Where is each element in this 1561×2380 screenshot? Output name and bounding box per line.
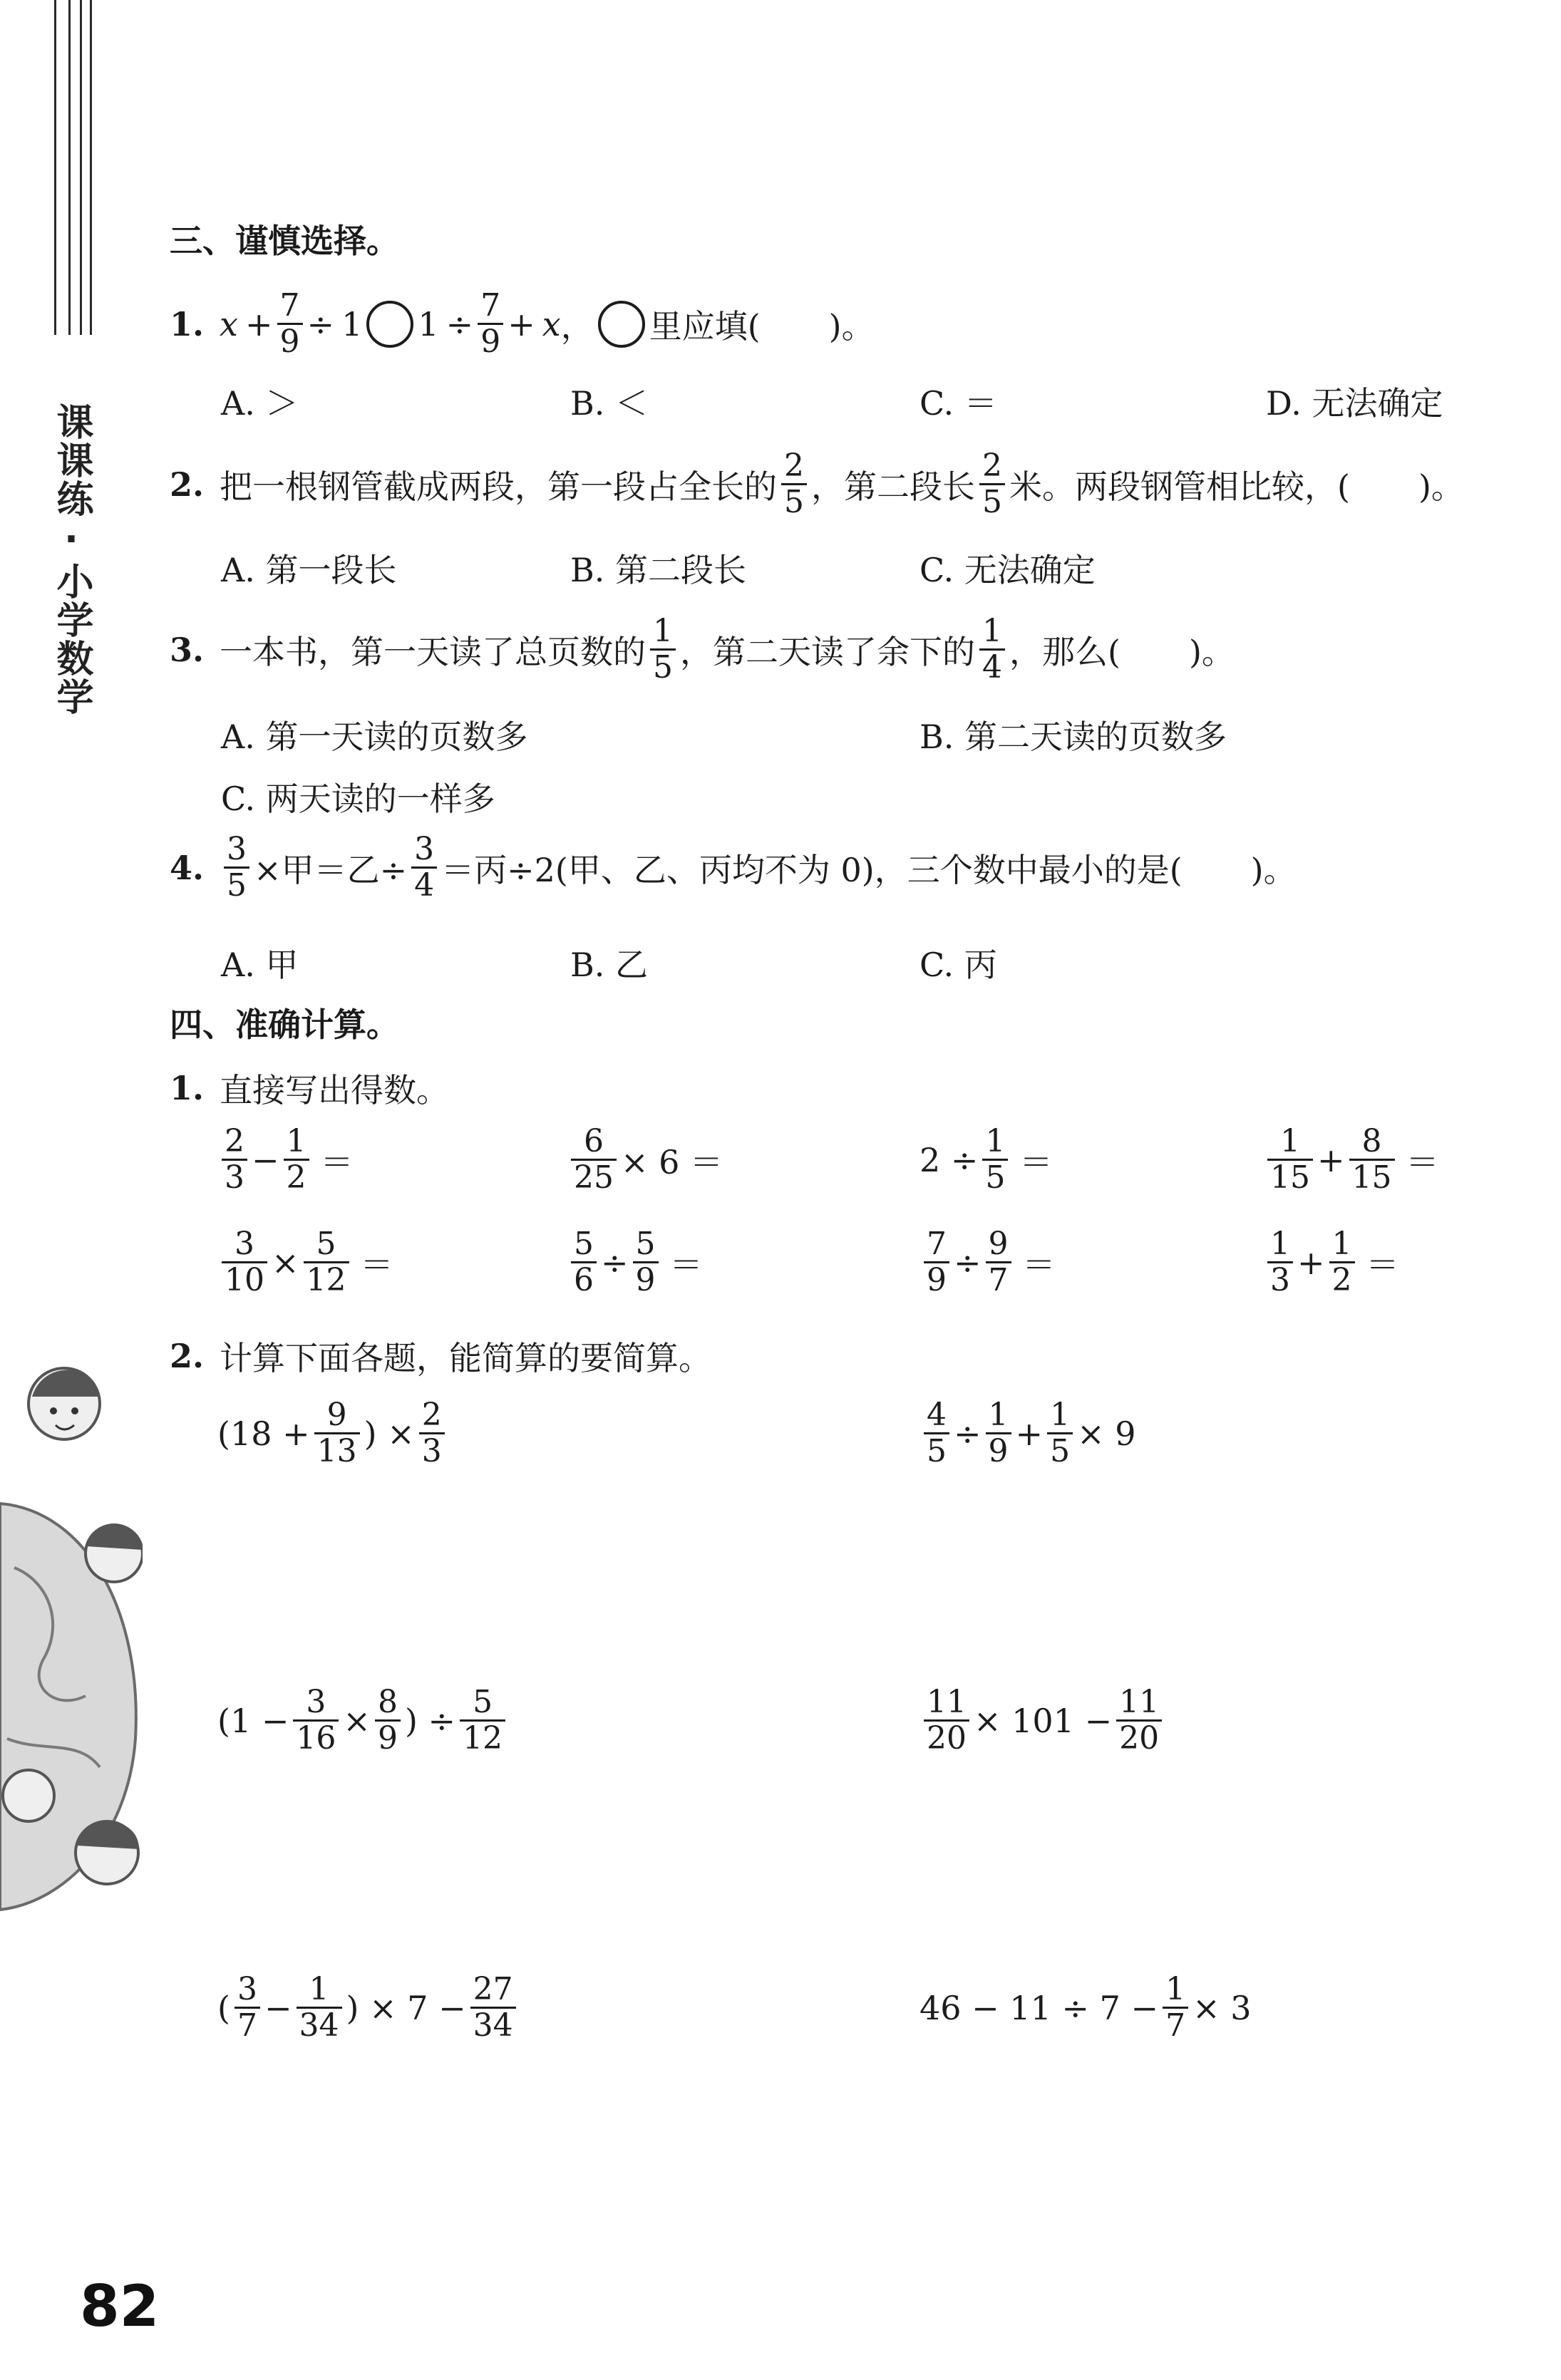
fraction: $\frac{11}{20}$	[924, 1685, 969, 1756]
fraction: $\frac{1}{5}$	[1047, 1398, 1073, 1469]
q2-option-a[interactable]: A. 第一段长	[221, 551, 397, 589]
expr-tail: × 6 ＝	[621, 1142, 723, 1181]
compute-item-3	[217, 1685, 510, 1756]
section4-heading: 四、准确计算。	[170, 1005, 399, 1044]
q4-text1: ×甲＝乙÷	[254, 850, 408, 889]
section3-heading: 三、谨慎选择。	[170, 222, 399, 260]
fraction: $\frac{3}{10}$	[222, 1227, 267, 1298]
equals: ＝	[1022, 1245, 1056, 1284]
operator: +	[1297, 1243, 1325, 1282]
q1-number: 1.	[170, 304, 205, 343]
plus-sign: +	[508, 304, 535, 343]
sidebar-title: 课课练·小学数学	[50, 403, 93, 716]
close-paren: )。	[1250, 850, 1297, 889]
calc-item-6	[567, 1227, 703, 1298]
part1-title	[170, 1065, 449, 1112]
fraction: $\frac{11}{20}$	[1116, 1685, 1162, 1756]
q4-text2: ＝丙÷2(甲、乙、丙均不为 0)，三个数中最小的是(	[441, 850, 1183, 889]
fraction: $\frac{1}{9}$	[986, 1398, 1011, 1469]
kids-globe-illustration	[0, 1340, 143, 1924]
fraction: $\frac{5}{12}$	[304, 1227, 349, 1298]
close-paren: )。	[1418, 467, 1464, 506]
q3-text2: ，第二天读了余下的	[680, 632, 976, 671]
q1-tail: 里应填(	[649, 306, 761, 346]
fraction: $\frac{7}{9}$	[924, 1227, 949, 1298]
expr-head: (	[217, 1988, 230, 2027]
q3-option-a[interactable]: A. 第一天读的页数多	[221, 718, 528, 756]
calc-item-1	[217, 1124, 354, 1196]
fraction: $\frac{1}{5}$	[650, 614, 676, 685]
calc-item-5	[217, 1227, 393, 1298]
q3-stem	[170, 614, 1235, 685]
fraction: $\frac{2}{5}$	[979, 449, 1005, 520]
q2-number: 2.	[170, 465, 205, 504]
compute-item-1	[217, 1398, 449, 1469]
part2-number: 2.	[170, 1337, 205, 1375]
operator: ÷	[954, 1243, 982, 1282]
fraction: $\frac{3}{16}$	[293, 1685, 339, 1756]
calc-item-7	[919, 1227, 1056, 1298]
operator: ÷	[601, 1243, 629, 1282]
calc-item-8	[1263, 1227, 1399, 1298]
equals: ＝	[669, 1245, 703, 1284]
fraction: $\frac{2}{3}$	[419, 1398, 445, 1469]
equals: ＝	[320, 1142, 354, 1181]
margin-rule-4	[90, 0, 92, 335]
page-number: 82	[80, 2273, 160, 2339]
calc-item-2	[567, 1124, 723, 1196]
expr-head: 46 − 11 ÷ 7 −	[919, 1988, 1159, 2027]
fraction: $\frac{3}{4}$	[411, 832, 437, 904]
operator: ÷	[954, 1414, 982, 1453]
fraction: $\frac{5}{6}$	[571, 1227, 597, 1298]
expr-mid: ) × 7 −	[346, 1988, 466, 2027]
expr-head: (1 −	[217, 1701, 289, 1740]
q4-number: 4.	[170, 848, 205, 887]
q1-option-b[interactable]: B. ＜	[570, 384, 649, 423]
q4-option-b[interactable]: B. 乙	[570, 946, 649, 984]
fraction: $\frac{27}{34}$	[470, 1972, 516, 2044]
compute-item-4	[919, 1685, 1166, 1756]
comma: ，	[560, 306, 594, 346]
part2-title	[170, 1333, 711, 1380]
fraction: $\frac{4}{5}$	[924, 1398, 949, 1469]
fraction: $\frac{5}{9}$	[633, 1227, 659, 1298]
fraction: $\frac{1}{5}$	[982, 1124, 1008, 1196]
expr-tail: × 3	[1192, 1988, 1252, 2027]
part1-text: 直接写出得数。	[220, 1071, 450, 1109]
fraction: $\frac{1}{34}$	[297, 1972, 342, 2044]
q1-option-a[interactable]: A. ＞	[221, 384, 299, 423]
margin-rule-3	[80, 0, 82, 335]
fraction: $\frac{1}{4}$	[979, 614, 1005, 685]
fraction: $\frac{9}{7}$	[986, 1227, 1011, 1298]
answer-circle[interactable]	[366, 301, 413, 348]
circle-symbol	[598, 301, 645, 348]
fraction: $\frac{6}{25}$	[571, 1124, 617, 1196]
q3-option-b[interactable]: B. 第二天读的页数多	[919, 718, 1227, 756]
fraction: $\frac{5}{12}$	[460, 1685, 505, 1756]
fraction: $\frac{7}{9}$	[277, 289, 303, 360]
operator: ×	[343, 1701, 371, 1740]
compute-item-6	[919, 1972, 1252, 2044]
q1-stem	[170, 289, 875, 360]
fraction: $\frac{1}{2}$	[1329, 1227, 1355, 1298]
expr-head: (18 +	[217, 1414, 310, 1453]
divide-sign: ÷	[445, 304, 474, 343]
part1-number: 1.	[170, 1069, 205, 1107]
part2-text: 计算下面各题，能简算的要简算。	[220, 1339, 712, 1377]
q4-option-c[interactable]: C. 丙	[919, 946, 997, 984]
q2-stem	[170, 449, 1464, 520]
equals: ＝	[1019, 1142, 1053, 1181]
expr-head: 2 ÷	[919, 1140, 979, 1179]
fraction: $\frac{8}{9}$	[375, 1685, 401, 1756]
fraction: $\frac{9}{13}$	[314, 1398, 360, 1469]
margin-rule-2	[68, 0, 71, 335]
fraction: $\frac{7}{9}$	[478, 289, 503, 360]
expr-mid: × 101 −	[974, 1701, 1113, 1740]
q3-text1: 一本书，第一天读了总页数的	[220, 632, 646, 671]
close-paren: )。	[828, 306, 875, 346]
q3-text3: ，那么(	[1009, 632, 1120, 671]
q3-option-c[interactable]: C. 两天读的一样多	[221, 780, 495, 818]
q4-stem	[170, 832, 1297, 904]
expr-mid: ) ÷	[404, 1701, 456, 1740]
operator: +	[1015, 1414, 1044, 1453]
fraction: $\frac{1}{2}$	[284, 1124, 309, 1196]
calc-item-3	[919, 1124, 1052, 1196]
fraction: $\frac{3}{7}$	[235, 1972, 260, 2044]
compute-item-5	[217, 1972, 520, 2044]
compute-item-2	[919, 1398, 1136, 1469]
expr-tail: × 9	[1077, 1414, 1136, 1453]
fraction: $\frac{2}{5}$	[781, 449, 807, 520]
operator: ×	[272, 1243, 299, 1282]
fraction: $\frac{1}{7}$	[1163, 1972, 1188, 2044]
var-x: x	[220, 304, 238, 343]
q2-text3: 米。两段钢管相比较，(	[1009, 467, 1350, 506]
equals: ＝	[360, 1245, 393, 1284]
q2-option-c[interactable]: C. 无法确定	[919, 551, 1096, 589]
q2-text1: 把一根钢管截成两段，第一段占全长的	[220, 467, 778, 506]
q3-number: 3.	[170, 630, 205, 669]
operator: +	[1317, 1140, 1345, 1179]
q2-option-b[interactable]: B. 第二段长	[570, 551, 747, 589]
expr-mid: ) ×	[364, 1414, 415, 1453]
one: 1	[341, 304, 363, 343]
q1-option-d[interactable]: D. 无法确定	[1266, 384, 1443, 423]
q2-text2: ，第二段长	[811, 467, 976, 506]
operator: −	[264, 1988, 292, 2027]
equals: ＝	[1406, 1142, 1439, 1181]
var-x: x	[542, 304, 561, 343]
divide-sign: ÷	[306, 304, 335, 343]
close-paren: )。	[1188, 632, 1235, 671]
calc-item-4	[1263, 1124, 1439, 1196]
equals: ＝	[1366, 1245, 1399, 1284]
one: 1	[418, 304, 439, 343]
fraction: $\frac{1}{15}$	[1267, 1124, 1313, 1196]
q4-option-a[interactable]: A. 甲	[221, 946, 299, 984]
fraction: $\frac{2}{3}$	[222, 1124, 247, 1196]
fraction: $\frac{8}{15}$	[1349, 1124, 1395, 1196]
q1-option-c[interactable]: C. ＝	[919, 384, 997, 423]
operator: −	[252, 1140, 279, 1179]
fraction: $\frac{3}{5}$	[224, 832, 249, 904]
plus-sign: +	[244, 304, 273, 343]
fraction: $\frac{1}{3}$	[1267, 1227, 1293, 1298]
margin-rule-1	[54, 0, 56, 335]
